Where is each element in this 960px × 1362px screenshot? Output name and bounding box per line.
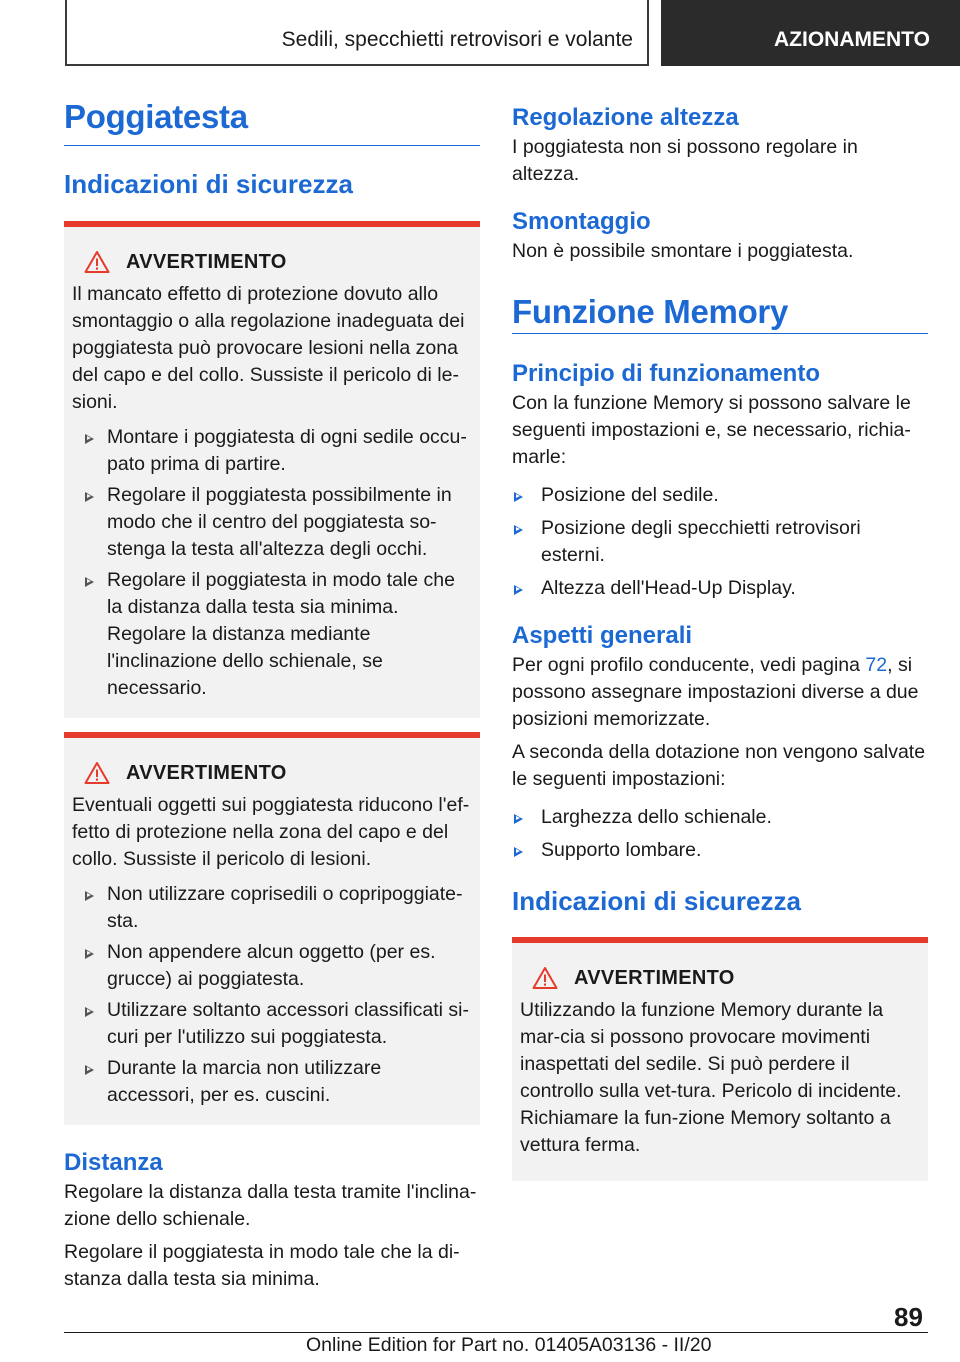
- warning-header: [72, 760, 472, 786]
- bullet-triangle-icon: [514, 814, 523, 824]
- distance-paragraph: Regolare il poggiatesta in modo tale che la di-stanza dalla testa sia minima.: [64, 1241, 460, 1290]
- general-heading: Aspetti generali: [512, 622, 693, 649]
- bullet-triangle-icon: [85, 949, 94, 959]
- running-header: [65, 0, 649, 66]
- warning-triangle-icon: [532, 966, 558, 990]
- warning-text: Utilizzando la funzione Memory durante la mar-cia si possono provocare movimenti inaspettati del sedile. Si può perdere il controllo sulla vet-tura. Pericolo di incidente. Richiamare la fun-zione Memory soltanto a vettura ferma.: [520, 999, 902, 1156]
- bullet-triangle-icon: [85, 434, 94, 444]
- warning-text: Eventuali oggetti sui poggiatesta riducono l'ef-fetto di protezione nella zona del capo e del collo. Sussiste il pericolo di lesioni.: [72, 794, 470, 870]
- warning-label: AVVERTIMENTO: [574, 966, 735, 989]
- bullet-triangle-icon: [514, 585, 523, 595]
- bullet-triangle-icon: [85, 891, 94, 901]
- list-item: Non utilizzare coprisedili o copripoggiate-sta.: [72, 881, 472, 935]
- principle-heading: Principio di funzionamento: [512, 360, 820, 387]
- chapter-tab: [661, 0, 960, 66]
- footer-rule: [64, 1332, 928, 1333]
- warning-box: [64, 732, 480, 1125]
- bullet-triangle-icon: [85, 492, 94, 502]
- memory-settings-list: [512, 482, 928, 602]
- right-column: [512, 98, 928, 1181]
- removal-text: Non è possibile smontare i poggiatesta.: [512, 240, 854, 262]
- list-item: Posizione del sedile.: [512, 482, 928, 509]
- left-column: [64, 98, 480, 1293]
- warning-header: [520, 965, 920, 991]
- edition-footer: Online Edition for Part no. 01405A03136 - II/20: [306, 1334, 712, 1356]
- distance-heading: Distanza: [64, 1149, 163, 1176]
- list-item: Posizione degli specchietti retrovisori esterni.: [512, 515, 928, 569]
- not-saved-settings-list: [512, 804, 928, 864]
- list-item: Supporto lombare.: [512, 837, 928, 864]
- warning-bullets: [72, 881, 472, 1109]
- memory-function-title: Funzione Memory: [512, 293, 789, 330]
- warning-text: Il mancato effetto di protezione dovuto allo smontaggio o alla regolazione inadeguata dei poggiatesta può provocare lesioni nella zona del capo e del collo. Sussiste il pericolo di le-sioni.: [72, 283, 465, 413]
- bullet-triangle-icon: [85, 1007, 94, 1017]
- warning-box: [512, 937, 928, 1181]
- title-rule: [512, 333, 928, 334]
- warning-box: [64, 221, 480, 718]
- general-paragraph: A seconda della dotazione non vengono salvate le seguenti impostazioni:: [512, 741, 926, 790]
- page-reference-link[interactable]: 72: [865, 654, 888, 676]
- safety-heading: Indicazioni di sicurezza: [64, 169, 353, 199]
- list-item: Larghezza dello schienale.: [512, 804, 928, 831]
- warning-label: AVVERTIMENTO: [126, 250, 287, 273]
- removal-heading: Smontaggio: [512, 208, 651, 235]
- chapter-title: AZIONAMENTO: [774, 28, 930, 51]
- list-item: Montare i poggiatesta di ogni sedile occu-pato prima di partire.: [72, 424, 472, 478]
- list-item: Regolare il poggiatesta in modo tale che la distanza dalla testa sia minima. Regolare la distanza mediante l'inclinazione dello schienale, se necessario.: [72, 567, 472, 702]
- list-item: Non appendere alcun oggetto (per es. grucce) ai poggiatesta.: [72, 939, 472, 993]
- list-item: Durante la marcia non utilizzare accessori, per es. cuscini.: [72, 1055, 472, 1109]
- warning-label: AVVERTIMENTO: [126, 761, 287, 784]
- bullet-triangle-icon: [514, 492, 523, 502]
- warning-triangle-icon: [84, 250, 110, 274]
- page-title-headrests: Poggiatesta: [64, 98, 248, 135]
- title-rule: [64, 145, 480, 146]
- bullet-triangle-icon: [85, 577, 94, 587]
- page-number: 89: [894, 1302, 923, 1332]
- distance-paragraph: Regolare la distanza dalla testa tramite l'inclina-zione dello schienale.: [64, 1181, 477, 1230]
- general-paragraph: Per ogni profilo conducente, vedi pagina 72, si possono assegnare impostazioni diverse a due posizioni memorizzate.: [512, 654, 919, 730]
- height-adjustment-heading: Regolazione altezza: [512, 104, 739, 131]
- warning-bullets: [72, 424, 472, 702]
- warning-header: [72, 249, 472, 275]
- list-item: Altezza dell'Head-Up Display.: [512, 575, 928, 602]
- bullet-triangle-icon: [514, 525, 523, 535]
- bullet-triangle-icon: [85, 1065, 94, 1075]
- height-adjustment-text: I poggiatesta non si possono regolare in altezza.: [512, 136, 858, 185]
- warning-triangle-icon: [84, 761, 110, 785]
- bullet-triangle-icon: [514, 847, 523, 857]
- list-item: Utilizzare soltanto accessori classificati si-curi per l'utilizzo sui poggiatesta.: [72, 997, 472, 1051]
- safety-heading: Indicazioni di sicurezza: [512, 886, 801, 916]
- principle-text: Con la funzione Memory si possono salvare le seguenti impostazioni e, se necessario, richia-marle:: [512, 392, 911, 468]
- section-title: Sedili, specchietti retrovisori e volante: [281, 28, 633, 51]
- list-item: Regolare il poggiatesta possibilmente in modo che il centro del poggiatesta so-stenga la testa all'altezza degli occhi.: [72, 482, 472, 563]
